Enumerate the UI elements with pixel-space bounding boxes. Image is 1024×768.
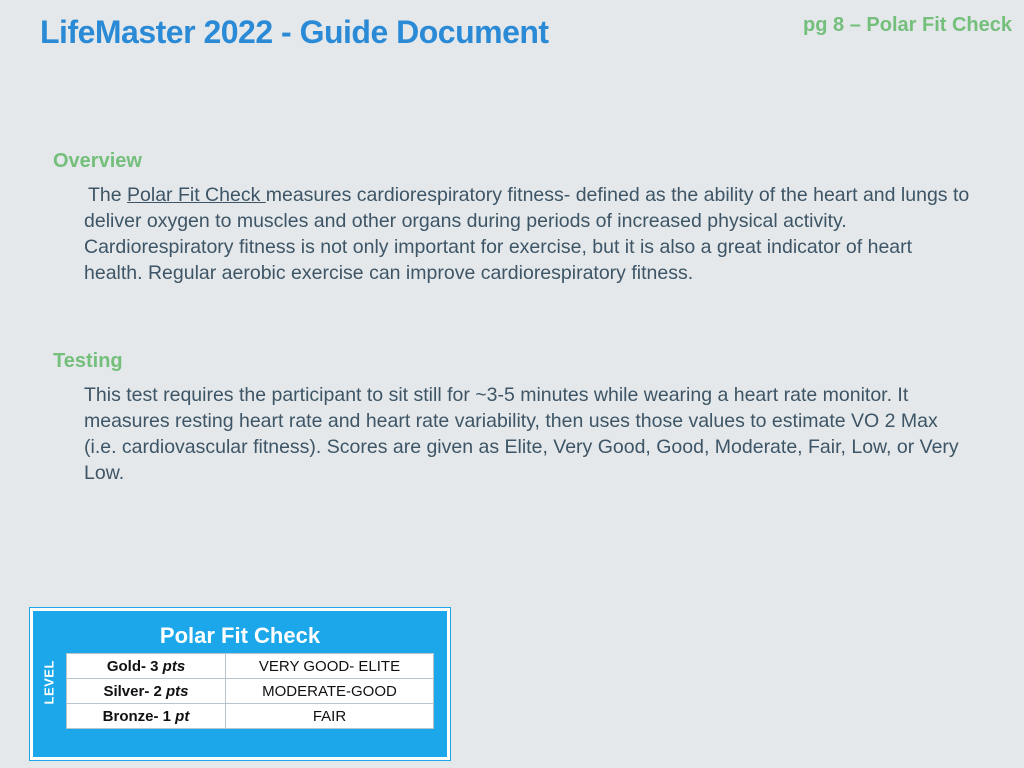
overview-text-rest: measures cardiorespiratory fitness- defined as the ability of the heart and lungs to deliver oxygen to muscles and other organs during periods of increased physical activity. Cardiorespiratory fitness is not only important for exercise, but it is also a great indicator of heart health. Regular aerobic exercise can improve cardiorespiratory fitness. [84,184,970,284]
overview-paragraph [84,182,974,286]
tier-unit: pts [162,657,186,675]
table-row [67,679,434,704]
polar-fit-check-link[interactable]: Polar Fit Check [127,184,266,206]
result-cell: FAIR [226,704,434,729]
tier-name: Silver- 2 [103,682,167,700]
document-title: LifeMaster 2022 - Guide Document [40,14,549,50]
result-cell: VERY GOOD- ELITE [226,654,434,679]
score-table [66,653,434,729]
tier-unit: pts [166,682,189,700]
table-row [67,704,434,729]
tier-cell [67,679,226,704]
score-panel [30,608,450,760]
tier-name: Gold- 3 [106,657,163,675]
testing-paragraph: This test requires the participant to sit still for ~3-5 minutes while wearing a heart rate monitor. It measures resting heart rate and heart rate variability, then uses those values to estimate VO 2 Max (i.e. cardiovascular fitness). Scores are given as Elite, Very Good, Good, Moderate, Fair, Low, or Very Low. [84,384,959,484]
tier-unit: pt [175,707,190,725]
page-label: pg 8 – Polar Fit Check [803,14,1012,36]
overview-text-start: The [88,184,128,206]
testing-heading: Testing [53,350,123,372]
tier-name: Bronze- 1 [102,707,176,725]
tier-cell [67,654,226,679]
table-row [67,654,434,679]
overview-heading: Overview [53,150,142,172]
score-panel-title: Polar Fit Check [159,623,321,648]
level-label: LEVEL [41,660,57,705]
tier-cell [67,704,226,729]
result-cell: MODERATE-GOOD [226,679,434,704]
